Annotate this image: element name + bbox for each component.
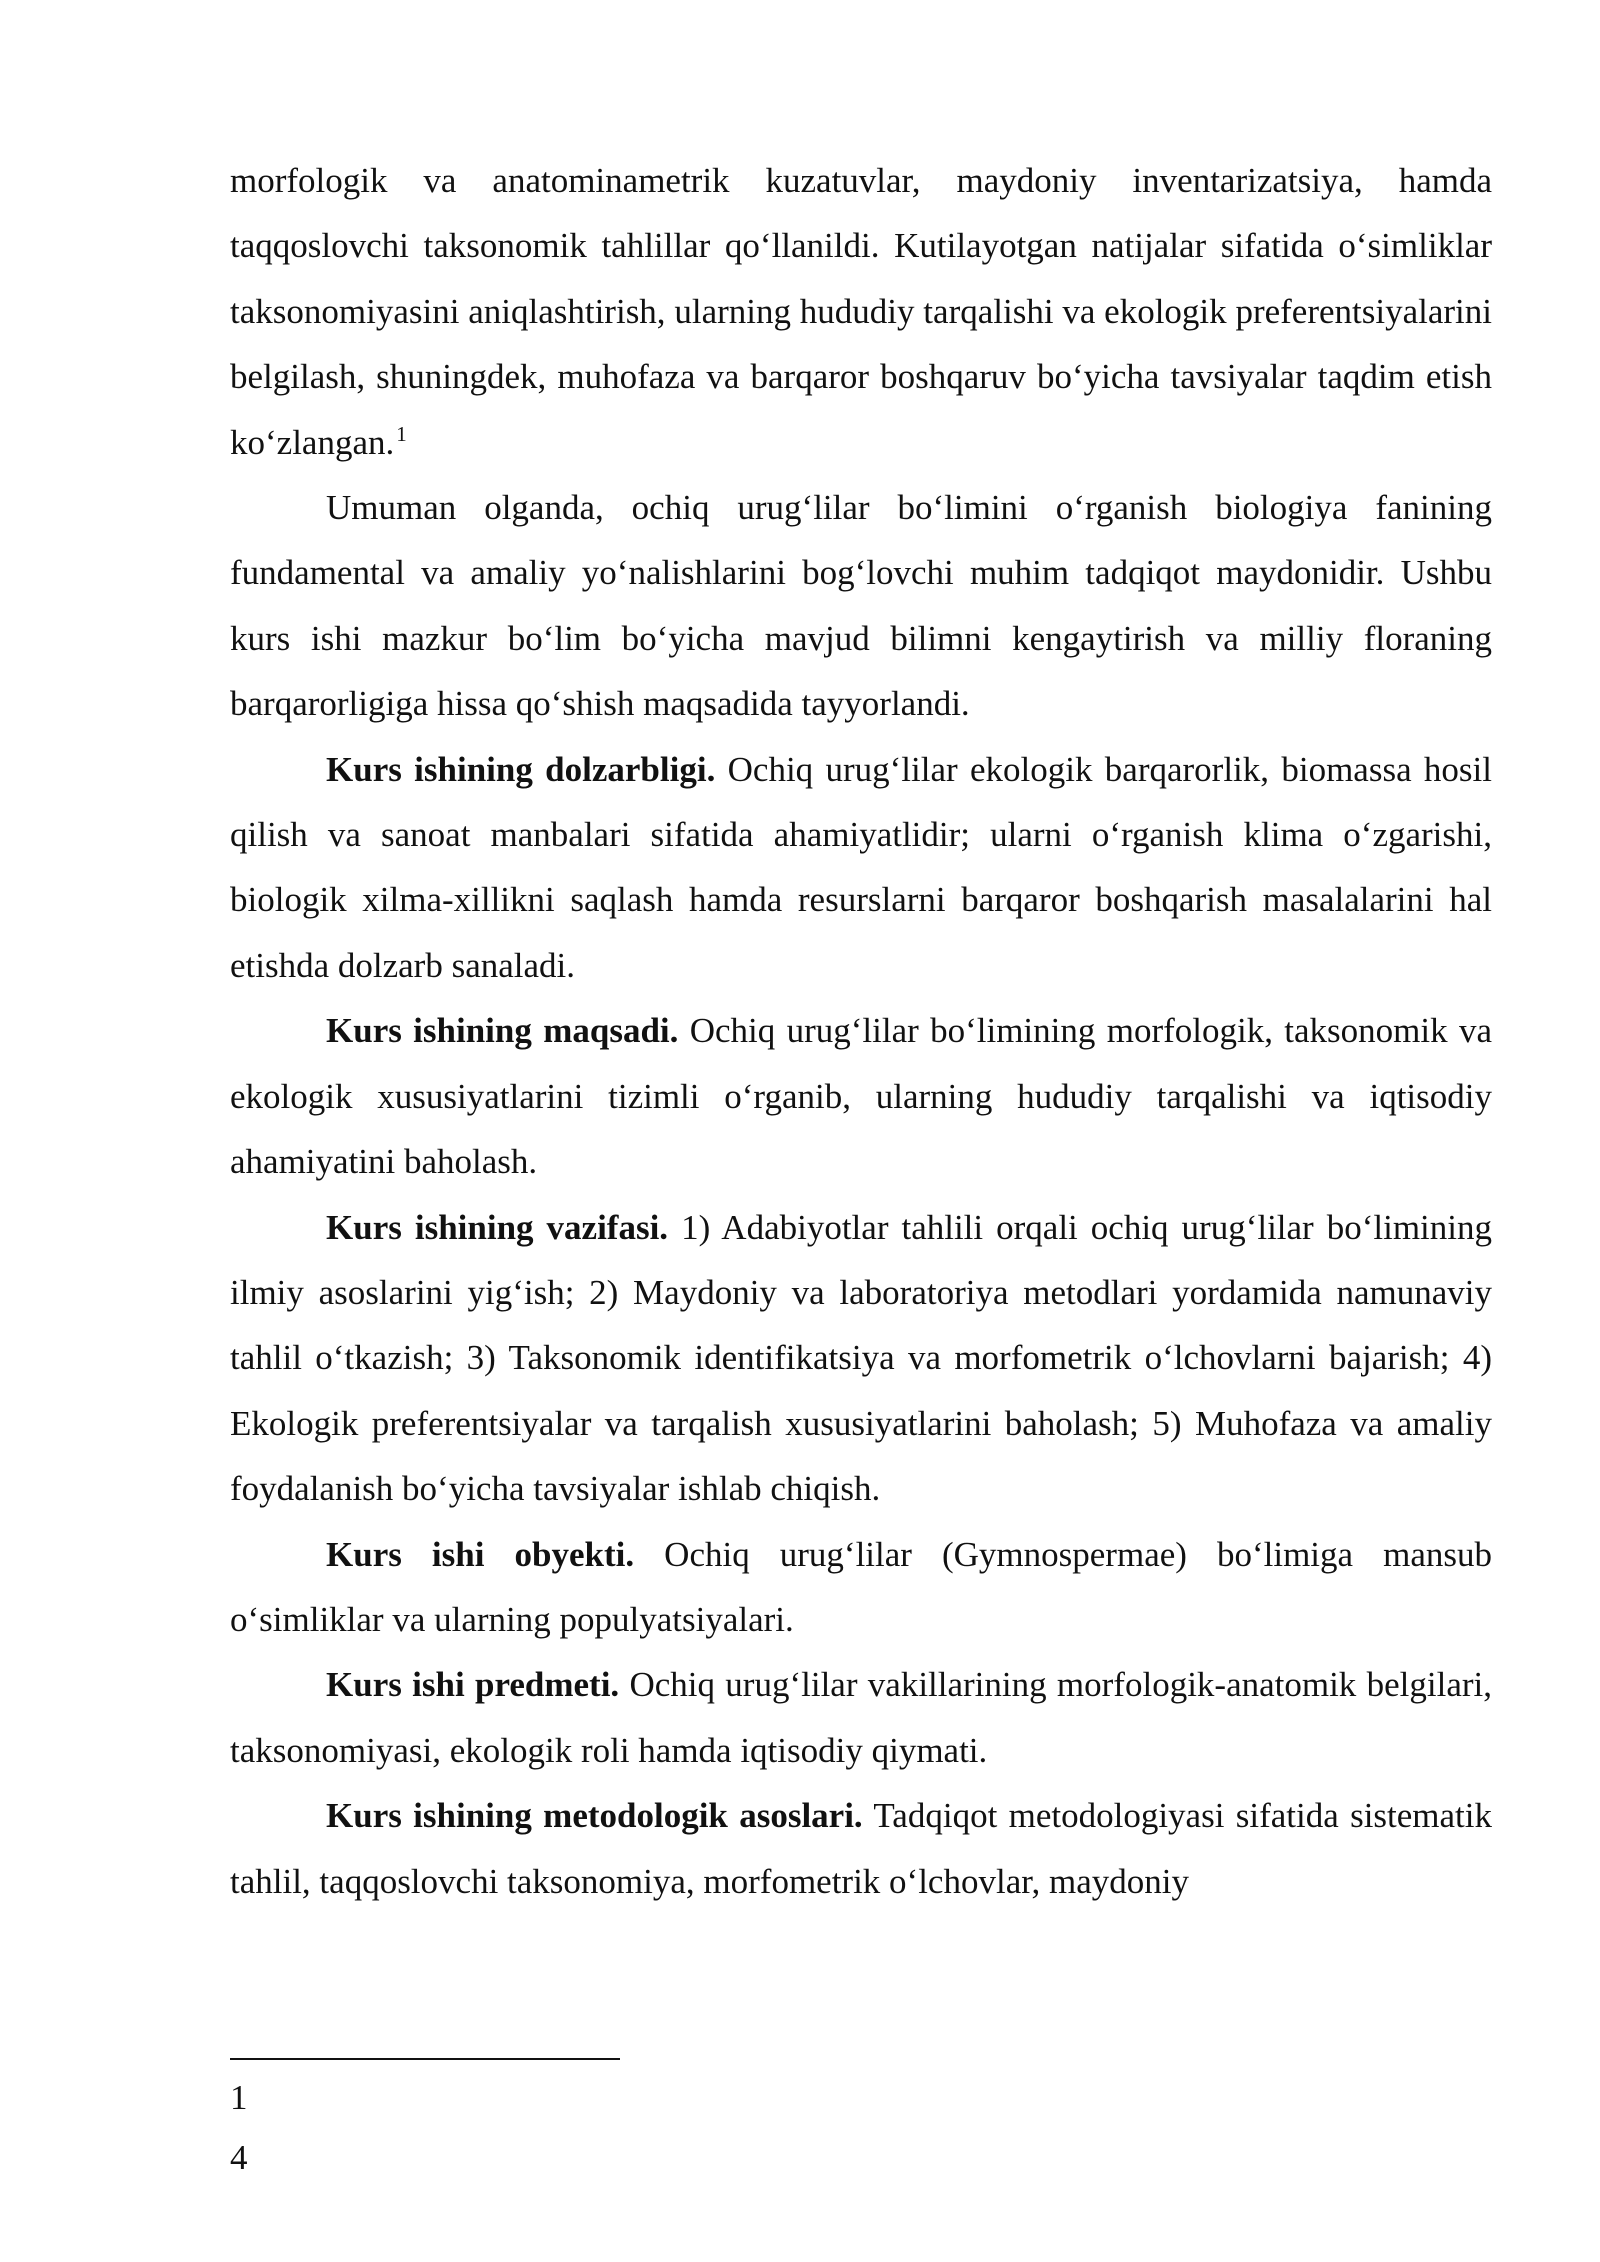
paragraph-object: [230, 1522, 1492, 1653]
footnote-reference[interactable]: 1: [396, 421, 407, 446]
relevance-text: Ochiq urug‘lilar ekologik barqarorlik, biomassa hosil qilish va sanoat manbalari sifatida ahamiyatlidir; ularni o‘rganish klima o‘zgarishi, biologik xilma-xillikni saqlash hamda resurslarni barqaror boshqarish masalalarini hal etishda dolzarb sanaladi.: [230, 749, 1492, 985]
methodology-heading: Kurs ishining metodologik asoslari.: [326, 1796, 863, 1836]
subject-heading: Kurs ishi predmeti.: [326, 1665, 620, 1705]
paragraph-goal: [230, 998, 1492, 1194]
paragraph-methodology: [230, 1783, 1492, 1914]
tasks-heading: Kurs ishining vazifasi.: [326, 1207, 669, 1247]
paragraph-relevance: [230, 737, 1492, 999]
goal-heading: Kurs ishining maqsadi.: [326, 1011, 679, 1051]
footnote-separator: [230, 2058, 620, 2060]
object-heading: Kurs ishi obyekti.: [326, 1534, 635, 1574]
goal-text: Ochiq urug‘lilar bo‘limining morfologik, taksonomik va ekologik xususiyatlarini tizimli o‘rganib, ularning hududiy tarqalishi va iqtisodiy ahamiyatini baholash.: [230, 1011, 1492, 1182]
paragraph-1-text: morfologik va anatominametrik kuzatuvlar, maydoniy inventarizatsiya, hamda taqqoslovchi taksonomik tahlillar qo‘llanildi. Kutilayotgan natijalar sifatida o‘simliklar taksonomiyasini aniqlashtirish, ularning hududiy tarqalishi va ekologik preferentsiyalarini belgilash, shuningdek, muhofaza va barqaror boshqaruv bo‘yicha tavsiyalar taqdim etish ko‘zlangan.: [230, 161, 1492, 462]
page-number: 4: [230, 2138, 248, 2177]
footnote-number: 1: [230, 2078, 248, 2117]
relevance-heading: Kurs ishining dolzarbligi.: [326, 749, 716, 789]
paragraph-tasks: [230, 1195, 1492, 1522]
methodology-text: Tadqiqot metodologiyasi sifatida sistematik tahlil, taqqoslovchi taksonomiya, morfometrik o‘lchovlar, maydoniy: [230, 1796, 1493, 1901]
document-body: [230, 148, 1492, 1914]
paragraph-2: [230, 475, 1492, 737]
paragraph-subject: [230, 1652, 1492, 1783]
subject-text: Ochiq urug‘lilar vakillarining morfologik-anatomik belgilari, taksonomiyasi, ekologik roli hamda iqtisodiy qiymati.: [230, 1665, 1492, 1770]
paragraph-1: [230, 148, 1492, 475]
object-text: Ochiq urug‘lilar (Gymnospermae) bo‘limiga mansub o‘simliklar va ularning populyatsiyalari.: [230, 1534, 1492, 1639]
paragraph-2-text: Umuman olganda, ochiq urug‘lilar bo‘limini o‘rganish biologiya fanining fundamental va amaliy yo‘nalishlarini bog‘lovchi muhim tadqiqot maydonidir. Ushbu kurs ishi mazkur bo‘lim bo‘yicha mavjud bilimni kengaytirish va milliy floraning barqarorligiga hissa qo‘shish maqsadida tayyorlandi.: [230, 488, 1492, 724]
tasks-text: 1) Adabiyotlar tahlili orqali ochiq urug‘lilar bo‘limining ilmiy asoslarini yig‘ish; 2) Maydoniy va laboratoriya metodlari yordamida namunaviy tahlil o‘tkazish; 3) Taksonomik identifikatsiya va morfometrik o‘lchovlarni bajarish; 4) Ekologik preferentsiyalar va tarqalish xususiyatlarini baholash; 5) Muhofaza va amaliy foydalanish bo‘yicha tavsiyalar ishlab chiqish.: [230, 1207, 1492, 1509]
